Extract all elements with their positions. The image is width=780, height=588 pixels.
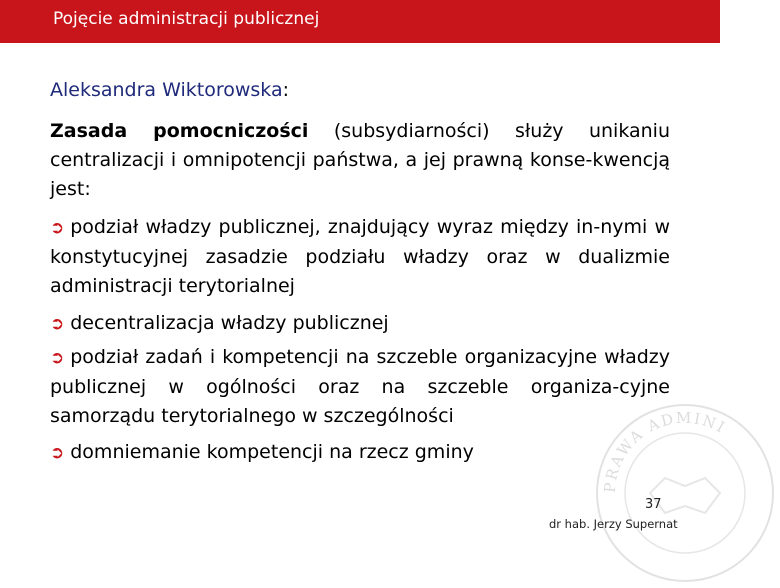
intro-text: (subsydiarności) służy unikaniu centralizacji i omnipotencji państwa, a jej prawną konse-kwencją jest: [50,120,671,200]
header-bar [0,0,720,43]
footer-author: dr hab. Jerzy Supernat [549,517,678,531]
author-name: Aleksandra Wiktorowska [50,79,283,101]
seal-text: PRAWA ADMINI [600,408,730,494]
intro-paragraph [50,117,670,204]
right-arrow-icon: ➲ [50,443,65,463]
right-arrow-icon: ➲ [50,348,65,368]
university-seal-watermark [590,398,780,588]
author-line [50,79,289,101]
bullet-text: podział zadań i kompetencji na szczeble organizacyjne władzy publicznej w ogólności oraz na szczeble organiza-cyjne samorządu terytorialnego w szczególności [50,346,670,427]
bullet-text: domniemanie kompetencji na rzecz gminy [70,441,474,463]
page-number: 37 [645,497,662,512]
intro-bold: Zasada pomocniczości [50,120,309,142]
bullet-item [50,343,670,431]
bullet-item [50,213,670,301]
bullet-text: decentralizacja władzy publicznej [70,312,389,334]
right-arrow-icon: ➲ [50,314,65,334]
bullet-item [50,438,670,468]
right-arrow-icon: ➲ [50,218,65,238]
slide-title: Pojęcie administracji publicznej [53,9,320,29]
author-colon: : [282,79,290,101]
svg-text:PRAWA ADMINI [601,409,729,493]
bullet-text: podział władzy publicznej, znajdujący wyraz między in-nymi w konstytucyjnej zasadzie podziału władzy oraz w dualizmie administracji terytorialnej [50,216,670,297]
bullet-item [50,309,670,339]
